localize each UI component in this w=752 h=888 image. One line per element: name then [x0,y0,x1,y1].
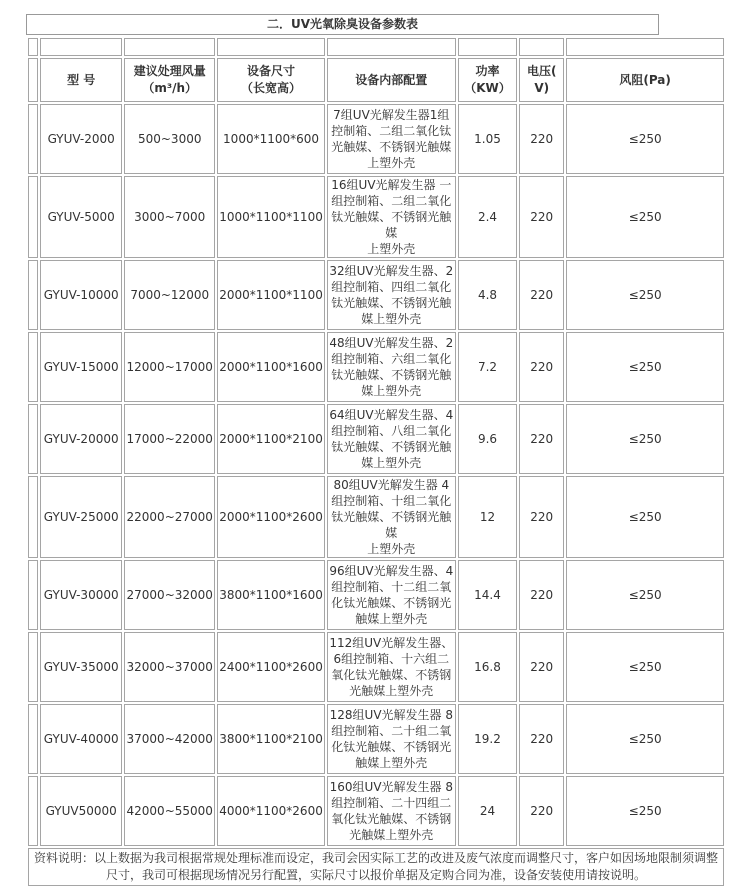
cell-model: GYUV-15000 [40,332,122,402]
cell-config [327,104,456,174]
cell-config-last: 媒上塑外壳 [361,384,422,398]
cell-size: 1000*1100*1100 [217,176,325,258]
header-size-line1: 设备尺寸 [247,64,296,78]
row-index-cell [28,476,38,558]
cell-voltage: 220 [519,176,564,258]
cell-config-last: 媒上塑外壳 [361,312,422,326]
row-index-cell [28,776,38,846]
cell-config-main: 48组UV光解发生器、2组控制箱、六组二氧化钛光触媒、不锈钢光触 [329,336,454,382]
header-power [458,58,517,102]
header-row [28,58,724,102]
table-row [28,632,724,702]
cell-resistance: ≤250 [566,704,724,774]
cell-resistance: ≤250 [566,560,724,630]
cell-voltage: 220 [519,104,564,174]
header-model: 型 号 [40,58,122,102]
cell-model: GYUV-25000 [40,476,122,558]
row-index-cell [28,260,38,330]
spec-table [26,36,726,888]
table-row [28,404,724,474]
title-filler-cell [662,14,724,33]
cell-resistance: ≤250 [566,176,724,258]
cell-config-last: 光触媒上塑外壳 [349,684,434,698]
row-index-cell [28,704,38,774]
cell-config-main: 96组UV光解发生器、4组控制箱、十二组二氧化钛光触媒、不锈钢光 [329,564,454,610]
cell-resistance: ≤250 [566,404,724,474]
cell-config [327,632,456,702]
table-row [28,104,724,174]
cell-size: 4000*1100*2600 [217,776,325,846]
cell-config-main: 80组UV光解发生器 4组控制箱、十组二氧化钛光触媒、不锈钢光触媒 [331,478,452,540]
cell-power: 19.2 [458,704,517,774]
header-size [217,58,325,102]
cell-size: 2000*1100*1600 [217,332,325,402]
table-row [28,476,724,558]
cell-power: 7.2 [458,332,517,402]
cell-size: 2000*1100*1100 [217,260,325,330]
header-index-cell [28,58,38,102]
cell-config-last: 触媒上塑外壳 [355,612,428,626]
cell-airflow: 32000~37000 [124,632,215,702]
cell-airflow: 42000~55000 [124,776,215,846]
cell-voltage: 220 [519,560,564,630]
header-airflow-line2: （m³/h） [142,81,198,95]
cell-config-main: 32组UV光解发生器、2组控制箱、四组二氧化钛光触媒、不锈钢光触 [329,264,454,310]
footnote-row [28,848,724,886]
table-row [28,332,724,402]
cell-resistance: ≤250 [566,776,724,846]
cell-config-main: 64组UV光解发生器、4组控制箱、八组二氧化钛光触媒、不锈钢光触 [329,408,454,454]
cell-airflow: 7000~12000 [124,260,215,330]
cell-config [327,404,456,474]
cell-size: 1000*1100*600 [217,104,325,174]
cell-model: GYUV-10000 [40,260,122,330]
header-power-line1: 功率 [475,64,500,78]
cell-voltage: 220 [519,332,564,402]
cell-voltage: 220 [519,704,564,774]
cell-config [327,776,456,846]
cell-voltage: 220 [519,776,564,846]
cell-config-main: 128组UV光解发生器 8组控制箱、二十组二氧化钛光触媒、不锈钢光 [329,708,453,754]
header-voltage [519,58,564,102]
cell-config-last: 上塑外壳 [367,542,416,556]
header-airflow [124,58,215,102]
cell-size: 3800*1100*2100 [217,704,325,774]
table-row [28,560,724,630]
cell-airflow: 500~3000 [124,104,215,174]
cell-config [327,704,456,774]
cell-config-main: 7组UV光解发生器1组控制箱、二组二氧化钛光触媒、不锈钢光触媒 [331,108,452,154]
cell-config [327,560,456,630]
cell-config [327,260,456,330]
header-voltage-line2: V) [534,81,550,95]
spacer-row [28,38,724,56]
cell-resistance: ≤250 [566,260,724,330]
header-power-line2: （KW） [464,81,511,95]
row-index-cell [28,404,38,474]
cell-power: 9.6 [458,404,517,474]
cell-airflow: 12000~17000 [124,332,215,402]
row-index-cell [28,104,38,174]
cell-size: 2000*1100*2600 [217,476,325,558]
cell-config-last: 上塑外壳 [367,242,416,256]
cell-model: GYUV-20000 [40,404,122,474]
cell-config-last: 触媒上塑外壳 [355,756,428,770]
spec-document [24,12,726,882]
row-index-cell [28,632,38,702]
cell-config-last: 光触媒上塑外壳 [349,828,434,842]
row-index-cell [28,176,38,258]
cell-power: 24 [458,776,517,846]
cell-config-last: 媒上塑外壳 [361,456,422,470]
table-row [28,260,724,330]
cell-power: 14.4 [458,560,517,630]
row-index-cell [28,560,38,630]
cell-model: GYUV-40000 [40,704,122,774]
cell-power: 4.8 [458,260,517,330]
cell-resistance: ≤250 [566,104,724,174]
cell-resistance: ≤250 [566,476,724,558]
cell-power: 16.8 [458,632,517,702]
cell-power: 1.05 [458,104,517,174]
cell-config [327,176,456,258]
cell-resistance: ≤250 [566,632,724,702]
cell-power: 2.4 [458,176,517,258]
cell-model: GYUV-2000 [40,104,122,174]
cell-config-main: 112组UV光解发生器、6组控制箱、十六组二氧化钛光触媒、不锈钢 [329,636,454,682]
cell-airflow: 37000~42000 [124,704,215,774]
header-voltage-line1: 电压( [526,64,557,78]
cell-config [327,332,456,402]
cell-airflow: 27000~32000 [124,560,215,630]
cell-config [327,476,456,558]
header-config: 设备内部配置 [327,58,456,102]
cell-airflow: 22000~27000 [124,476,215,558]
cell-voltage: 220 [519,404,564,474]
cell-config-main: 160组UV光解发生器 8组控制箱、二十四组二氧化钛光触媒、不锈钢 [329,780,453,826]
cell-size: 2000*1100*2100 [217,404,325,474]
cell-voltage: 220 [519,632,564,702]
table-row [28,176,724,258]
cell-model: GYUV-5000 [40,176,122,258]
header-size-line2: （长宽高） [241,81,302,95]
cell-model: GYUV-35000 [40,632,122,702]
cell-model: GYUV50000 [40,776,122,846]
table-row [28,776,724,846]
cell-size: 3800*1100*1600 [217,560,325,630]
cell-airflow: 17000~22000 [124,404,215,474]
cell-resistance: ≤250 [566,332,724,402]
cell-config-main: 16组UV光解发生器 一组控制箱、二组二氧化钛光触媒、不锈钢光触媒 [331,178,452,240]
table-row [28,704,724,774]
cell-power: 12 [458,476,517,558]
cell-voltage: 220 [519,476,564,558]
footnote: 资料说明：以上数据为我司根据常规处理标准而设定，我司会因实际工艺的改进及废气浓度而调整尺寸，客户如因场地限制须调整尺寸，我司可根据现场情况另行配置，实际尺寸以报价单据及定购合同为准，设备安装使用请按说明。 [28,848,724,886]
cell-airflow: 3000~7000 [124,176,215,258]
cell-config-last: 上塑外壳 [367,156,416,170]
cell-size: 2400*1100*2600 [217,632,325,702]
header-airflow-line1: 建议处理风量 [133,64,206,78]
cell-model: GYUV-30000 [40,560,122,630]
header-resistance: 风阻(Pa) [566,58,724,102]
table-title: 二．UV光氧除臭设备参数表 [26,14,659,35]
cell-voltage: 220 [519,260,564,330]
row-index-cell [28,332,38,402]
